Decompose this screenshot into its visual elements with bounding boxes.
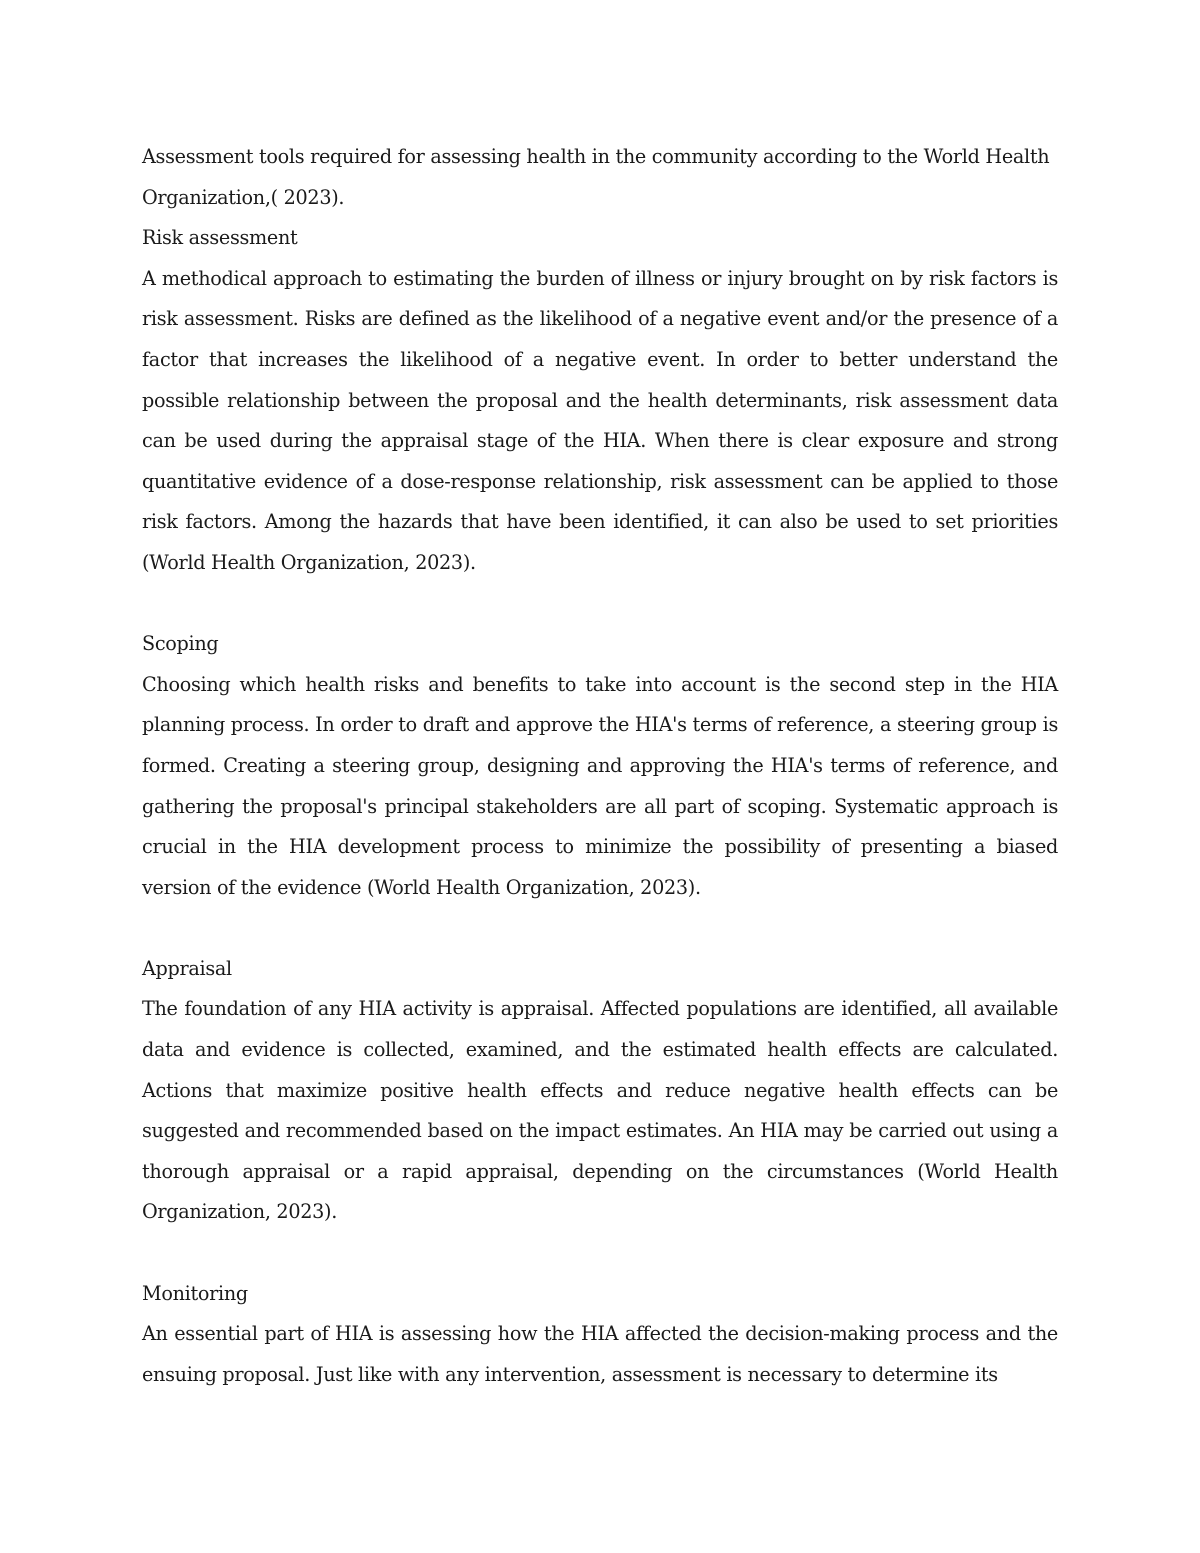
section-spacer xyxy=(142,908,1058,949)
paragraph-monitoring: An essential part of HIA is assessing how the HIA affected the decision-making process and the ensuing proposal. Just like with any intervention, assessment is necessary to determine its xyxy=(142,1322,1058,1386)
document-page xyxy=(142,137,1058,1395)
heading-appraisal: Appraisal xyxy=(142,956,232,980)
heading-monitoring: Monitoring xyxy=(142,1281,248,1305)
heading-risk-assessment: Risk assessment xyxy=(142,226,298,250)
intro-text: Assessment tools required for assessing health in the community according to the World Health Organization,( 2023). xyxy=(142,145,1050,209)
paragraph-scoping: Choosing which health risks and benefits to take into account is the second step in the HIA planning process. In order to draft and approve the HIA's terms of reference, a steering group is formed. Creating a steering group, designing and approving the HIA's terms of reference, and gathering the proposal's principal stakeholders are all part of scoping. Systematic approach is crucial in the HIA development process to minimize the possibility of presenting a biased version of the evidence (World Health Organization, 2023). xyxy=(142,672,1058,899)
section-spacer xyxy=(142,584,1058,625)
section-spacer xyxy=(142,1233,1058,1274)
paragraph-risk-assessment: A methodical approach to estimating the burden of illness or injury brought on by risk factors is risk assessment. Risks are defined as the likelihood of a negative event and/or the presence of a factor that increases the likelihood of a negative event. In order to better understand the possible relationship between the proposal and the health determinants, risk assessment data can be used during the appraisal stage of the HIA. When there is clear exposure and strong quantitative evidence of a dose-response relationship, risk assessment can be applied to those risk factors. Among the hazards that have been identified, it can also be used to set priorities (World Health Organization, 2023). xyxy=(142,266,1058,574)
heading-scoping: Scoping xyxy=(142,632,219,656)
paragraph-appraisal: The foundation of any HIA activity is appraisal. Affected populations are identified, all available data and evidence is collected, examined, and the estimated health effects are calculated. Actions that maximize positive health effects and reduce negative health effects can be suggested and recommended based on the impact estimates. An HIA may be carried out using a thorough appraisal or a rapid appraisal, depending on the circumstances (World Health Organization, 2023). xyxy=(142,997,1058,1224)
